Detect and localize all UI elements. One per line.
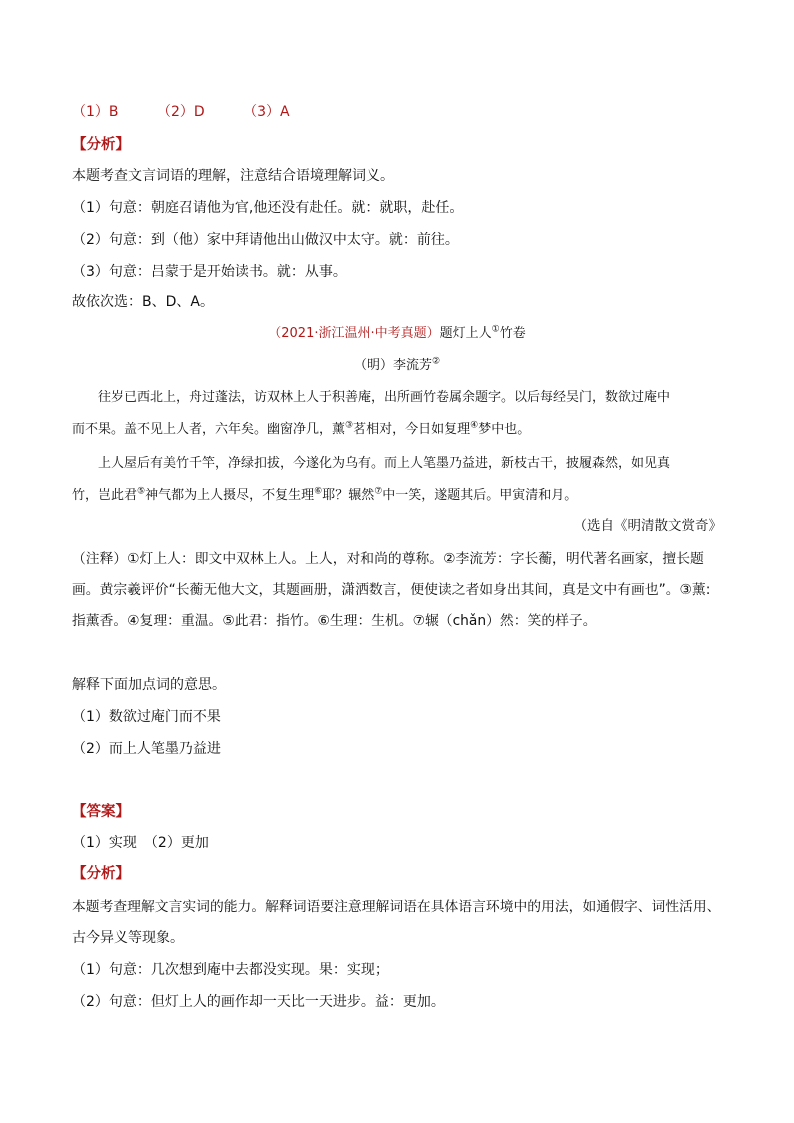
analysis-line: 本题考查文言词语的理解，注意结合语境理解词义。 [72, 168, 394, 184]
passage-source-tag: （2021·浙江温州·中考真题） [268, 326, 440, 341]
passage-para-1b [72, 421, 722, 439]
answer-heading: 【答案】 [72, 804, 130, 820]
footnote-marker: ⑦ [374, 486, 383, 497]
answer-1: （1）B [72, 104, 119, 120]
analysis-line: （1）句意：几次想到庵中去都没实现。果：实现； [72, 962, 389, 978]
answer-text: （1）实现 （2）更加 [72, 835, 209, 851]
passage-para-2b [72, 487, 722, 505]
answer-2: （2）D [156, 104, 205, 120]
question-item: （1）数欲过庵门而不果 [72, 709, 221, 725]
analysis-heading: 【分析】 [72, 137, 130, 153]
text-segment: 耶？辗然 [322, 488, 375, 503]
text-segment: 而不果。盖不见上人者，六年矣。幽窗净几，薰 [72, 422, 346, 437]
analysis-line: 本题考查理解文言实词的能力。解释词语要注意理解词语在具体语言环境中的用法，如通假字、词性活用、 [72, 899, 721, 915]
text-segment: 梦中也。 [478, 422, 531, 437]
question-item: （2）而上人笔墨乃益进 [72, 741, 221, 757]
question-prompt: 解释下面加点词的意思。 [72, 677, 226, 693]
analysis-heading: 【分析】 [72, 866, 130, 882]
footnote-marker: ① [491, 324, 500, 335]
text-segment: 茗相对，今日如复理 [353, 422, 471, 437]
footnote-marker: ⑥ [314, 486, 323, 497]
notes-line: 指薰香。④复理：重温。⑤此君：指竹。⑥生理：生机。⑦辗（chǎn）然：笑的样子。 [72, 613, 597, 629]
analysis-line: 古今异义等现象。 [72, 930, 184, 946]
passage-title-text: 题灯上人 [439, 326, 492, 341]
analysis-line: （1）句意：朝庭召请他为官,他还没有赴任。就：就职，赴任。 [72, 200, 464, 216]
passage-source: （选自《明清散文赏奇》 [573, 518, 722, 534]
footnote-marker: ④ [470, 420, 479, 431]
notes-line: 画。黄宗羲评价“长蘅无他大文，其题画册，潇洒数言，便使读之者如身出其间，真是文中有画也”。③薰: [72, 582, 711, 598]
footnote-marker: ② [431, 356, 441, 367]
text-segment: 神气都为上人摄尽，不复生理 [145, 488, 315, 503]
notes-line: （注释）①灯上人：即文中双林上人。上人，对和尚的尊称。②李流芳：字长蘅，明代著名画家，擅长题 [72, 551, 704, 567]
analysis-line: （3）句意：吕蒙于是开始读书。就：从事。 [72, 264, 347, 280]
passage-para-2a: 上人屋后有美竹千竿，净绿扣拔，今遂化为乌有。而上人笔墨乃益进，新枝古干，披履森然，如见真 [98, 456, 671, 471]
passage-para-1a: 往岁已西北上，舟过蓬法，访双林上人于积善庵，出所画竹卷属余题字。以后每经吴门，数欲过庵中 [98, 390, 671, 405]
author-text: （明）李流芳 [353, 358, 432, 373]
answer-3: （3）A [243, 104, 290, 120]
text-segment: 竹，岂此君 [72, 488, 138, 503]
footnote-marker: ⑤ [137, 486, 146, 497]
top-answers [72, 103, 324, 121]
passage-title-tail: 竹卷 [499, 326, 526, 341]
analysis-line: （2）句意：但灯上人的画作却一天比一天进步。益：更加。 [72, 994, 445, 1010]
passage-title [0, 325, 794, 343]
footnote-marker: ③ [345, 420, 354, 431]
text-segment: 中一笑，遂题其后。甲寅清和月。 [382, 488, 578, 503]
analysis-line: （2）句意：到（他）家中拜请他出山做汉中太守。就：前往。 [72, 232, 459, 248]
passage-author [0, 357, 794, 375]
analysis-line: 故依次选：B、D、A。 [72, 294, 214, 310]
